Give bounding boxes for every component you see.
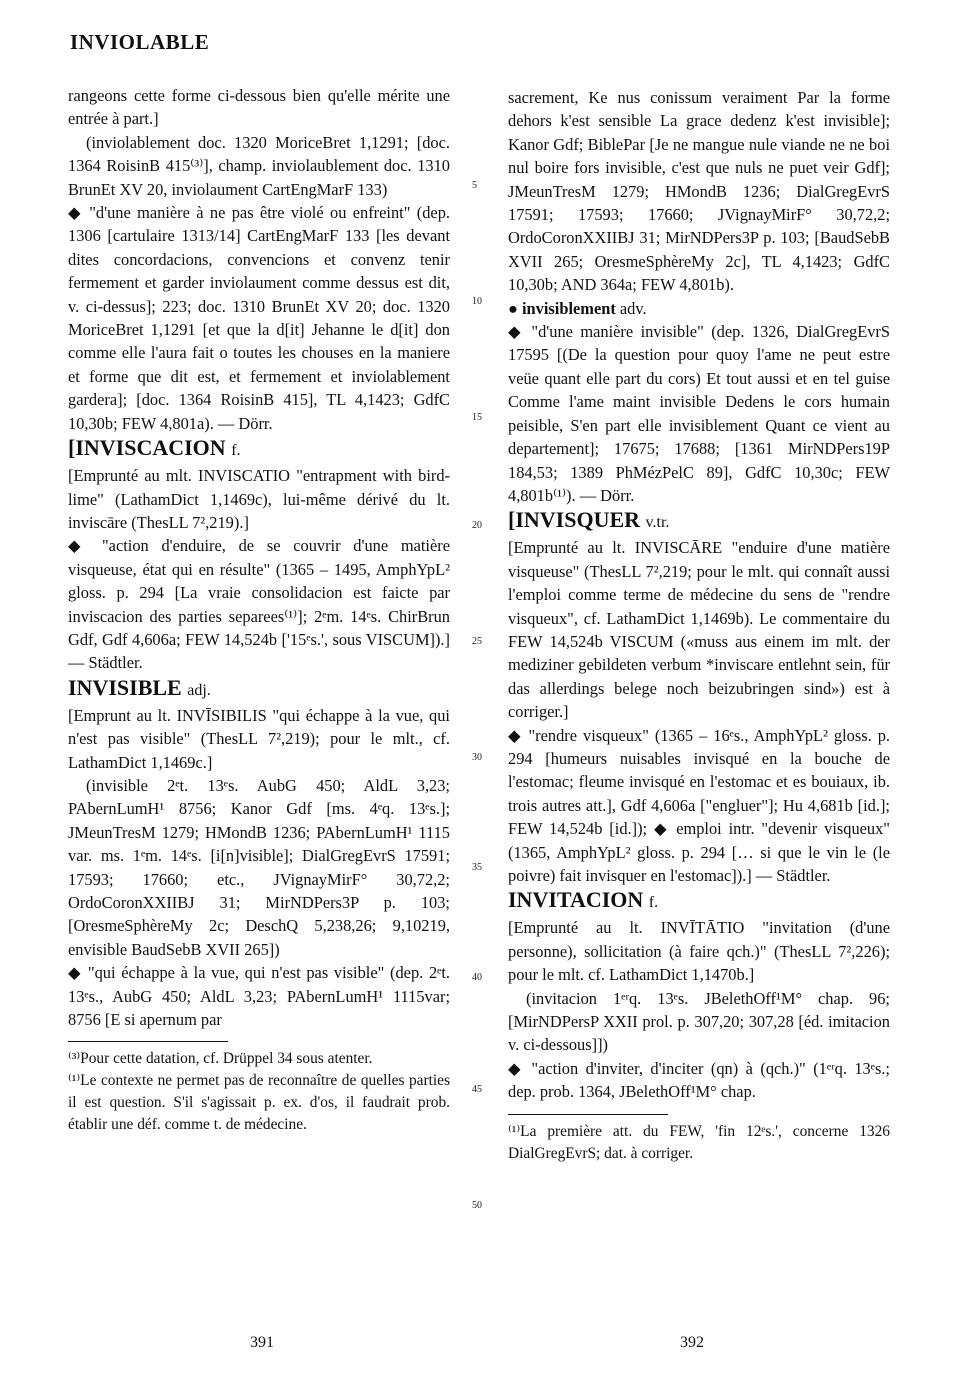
headword-pos: v.tr.	[645, 514, 670, 532]
headword-pos: adj.	[187, 681, 211, 699]
headword-pos: f.	[648, 894, 659, 912]
subentry-invisiblement	[508, 297, 890, 320]
line-number: 35	[472, 862, 482, 873]
right-paragraph-3: [Emprunté au lt. INVISCĀRE "enduire d'une matière visqueuse" (ThesLL 7²,219; pour le mlt. qui connaît aussi l'emploi comme terme de médecine du sens de "rendre visqueux", cf. LathamDict 1,1469b). Le commentaire du FEW 14,524b VISCUM («muss aus einem im mlt. der mediziner gebildeten verbum *inviscare entlehnt sein, für das allerdings belege noch beizubringen sind») est à corriger.]	[508, 538, 890, 722]
right-paragraph-5: [Emprunté au lt. INVĪTĀTIO "invitation (d'une personne), sollicitation (à faire qch.)" (ThesLL 7²,226); pour le mlt. cf. LathamDict 1,1470b.]	[508, 918, 890, 985]
left-paragraph-5: ◆ "action d'enduire, de se couvrir d'une matière visqueuse, état qui en résulte" (1365 – 1495, AmphYpL² gloss. p. 294 [La vraie consolidacion est faicte par inviscacion des parties separees⁽¹⁾]; 2ᵉm. 14ᵉs. ChirBrun Gdf, Gdf 4,606a; FEW 14,524b ['15ᵉs.', sous VISCUM]).] — Städtler.	[68, 536, 450, 673]
subentry-headword: ● invisiblement	[508, 298, 616, 318]
line-number: 5	[472, 180, 477, 191]
headword-pos: f.	[231, 442, 241, 460]
subentry-pos: adv.	[619, 298, 647, 318]
footnote-1: ⁽¹⁾La première att. du FEW, 'fin 12ᵉs.', concerne 1326 DialGregEvrS; dat. à corriger.	[508, 1122, 890, 1162]
line-number: 45	[472, 1084, 482, 1095]
line-number: 10	[472, 296, 482, 307]
headword-text: [INVISCACION	[68, 435, 226, 461]
headword-invisquer	[508, 507, 890, 536]
left-paragraph-1: rangeons cette forme ci-dessous bien qu'elle mérite une entrée à part.]	[68, 86, 450, 129]
line-number: 40	[472, 972, 482, 983]
right-column	[508, 86, 890, 1165]
right-paragraph-7: ◆ "action d'inviter, d'inciter (qn) à (qch.)" (1ᵉʳq. 13ᵉs.; dep. prob. 1364, JBelethOff¹M° chap.	[508, 1058, 890, 1102]
running-head: INVIOLABLE	[70, 30, 210, 54]
line-numbers	[472, 84, 492, 1384]
right-paragraph-1: sacrement, Ke nus conissum veraiment Par la forme dehors k'est sensible La grace dedenz k'est invisible]; Kanor Gdf; BiblePar [Je ne mangue nule viande ne ne boi nul boire fors invisible, c'est que nuls ne puet veir Gdf]; JMeunTresM 1279; HMondB 1236; DialGregEvrS 17591; 17593; 17660; JVignayMirF° 30,72,2; OrdoCoronXXIIBJ 31; MirNDPers3P p. 103; [BaudSebB XVII 265; OresmeSphèreMy 2c], TL 4,1423; GdfC 10,30b; AND 364a; FEW 4,801b).	[508, 88, 890, 295]
headword-invitacion	[508, 887, 890, 916]
right-paragraph-4: ◆ "rendre visqueux" (1365 – 16ᵉs., AmphYpL² gloss. p. 294 [humeurs nuisables invisqué en la bouche de l'estomac; fleume invisqué en l'estomac et es bouiaux, ib. trois autres att.], Gdf 4,606a ["engluer"]; Hu 4,681b [id.]; FEW 14,524b [id.]); ◆ emploi intr. "devenir visqueux" (1365, AmphYpL² gloss. p. 294 [… si que le vin le (le poivre) fait invisquer en l'estomac]).] — Städtler.	[508, 725, 890, 885]
left-column	[68, 84, 450, 1136]
left-paragraph-6: [Emprunt au lt. INVĪSIBILIS "qui échappe à la vue, qui n'est pas visible" (ThesLL 7²,219); pour le mlt., cf. LathamDict 1,1469c.]	[68, 705, 450, 772]
footnote-1: ⁽³⁾Pour cette datation, cf. Drüppel 34 sous atenter.	[68, 1050, 373, 1068]
line-number: 50	[472, 1200, 482, 1211]
left-paragraph-2: (inviolablement doc. 1320 MoriceBret 1,1291; [doc. 1364 RoisinB 415⁽³⁾], champ. inviolaublement doc. 1310 BrunEt XV 20, inviolaument CartEngMarF 133)	[68, 132, 450, 199]
footnote-2: ⁽¹⁾Le contexte ne permet pas de reconnaître de quelles parties il est question. S'il s'agissait p. ex. d'os, il faudrait prob. établir une déf. comme t. de médecine.	[68, 1072, 450, 1134]
footnote-rule	[68, 1041, 228, 1042]
line-number: 30	[472, 752, 482, 763]
left-paragraph-8: ◆ "qui échappe à la vue, qui n'est pas visible" (dep. 2ᵉt. 13ᵉs., AubG 450; AldL 3,23; PAbernLumH¹ 1115var; 8756 [E si apernum par	[68, 963, 450, 1030]
headword-text: [INVISQUER	[508, 507, 641, 533]
line-number: 20	[472, 520, 482, 531]
page-number-left: 391	[250, 1334, 274, 1351]
right-paragraph-2: ◆ "d'une manière invisible" (dep. 1326, DialGregEvrS 17595 [(De la question pour quoy l'ame ne peut estre veüe quant elle part du cors) Et tout aussi et en tel guise Comme l'ame maint invisible Dedens le cors humain peisible, S'en part elle invisiblement Quant ce vient au departement]; 17675; 17688; [1361 MirNDPers19P 184,53; 1389 PhMézPelC 89], GdfC 10,30c; FEW 4,801b⁽¹⁾). — Dörr.	[508, 322, 890, 505]
left-paragraph-3: ◆ "d'une manière à ne pas être violé ou enfreint" (dep. 1306 [cartulaire 1313/14] CartEngMarF 133 [les devant dites concordacions, convencions et convenz tenir fermement et garder inviolaument comme dessus est dit, v. ci-dessus]; 223; doc. 1310 BrunEt XV 20; doc. 1320 MoriceBret 1,1291 [et que la d[it] Jehanne le d[it] don comme elle l'aura fait o toutes les chouses en la maniere et forme que dit est, et fermement et inviolablement gardera]; [doc. 1364 RoisinB 415], TL 4,1423; GdfC 10,30b; FEW 4,801a). — Dörr.	[68, 203, 450, 433]
headword-text: INVISIBLE	[68, 674, 182, 700]
headword-invisible	[68, 675, 450, 704]
line-number: 15	[472, 412, 482, 423]
left-paragraph-4: [Emprunté au mlt. INVISCATIO "entrapment with bird-lime" (LathamDict 1,1469c), lui-même dérivé du lt. inviscāre (ThesLL 7²,219).]	[68, 466, 450, 532]
headword-inviscacion	[68, 435, 450, 464]
left-paragraph-7: (invisible 2ᵉt. 13ᵉs. AubG 450; AldL 3,23; PAbernLumH¹ 8756; Kanor Gdf [ms. 4ᵉq. 13ᵉs.]; JMeunTresM 1279; HMondB 1236; PAbernLumH¹ 1115 var. ms. 1ᵉm. 14ᵉs. [i[n]visible]; DialGregEvrS 17591; 17593; 17660; etc., JVignayMirF° 30,72,2; OrdoCoronXXIIBJ 31; MirNDPers3P p. 103; [OresmeSphèreMy 2c; DeschQ 5,238,26; 9,10219, envisible BaudSebB XVII 265])	[68, 775, 450, 959]
headword-text: INVITACION	[508, 887, 644, 913]
right-paragraph-6: (invitacion 1ᵉʳq. 13ᵉs. JBelethOff¹M° chap. 96; [MirNDPersP XXII prol. p. 307,20; 307,28 [éd. imitacion v. ci-dessous]])	[508, 988, 890, 1055]
line-number: 25	[472, 636, 482, 647]
page-number-right: 392	[680, 1334, 704, 1351]
footnote-rule	[508, 1114, 668, 1115]
